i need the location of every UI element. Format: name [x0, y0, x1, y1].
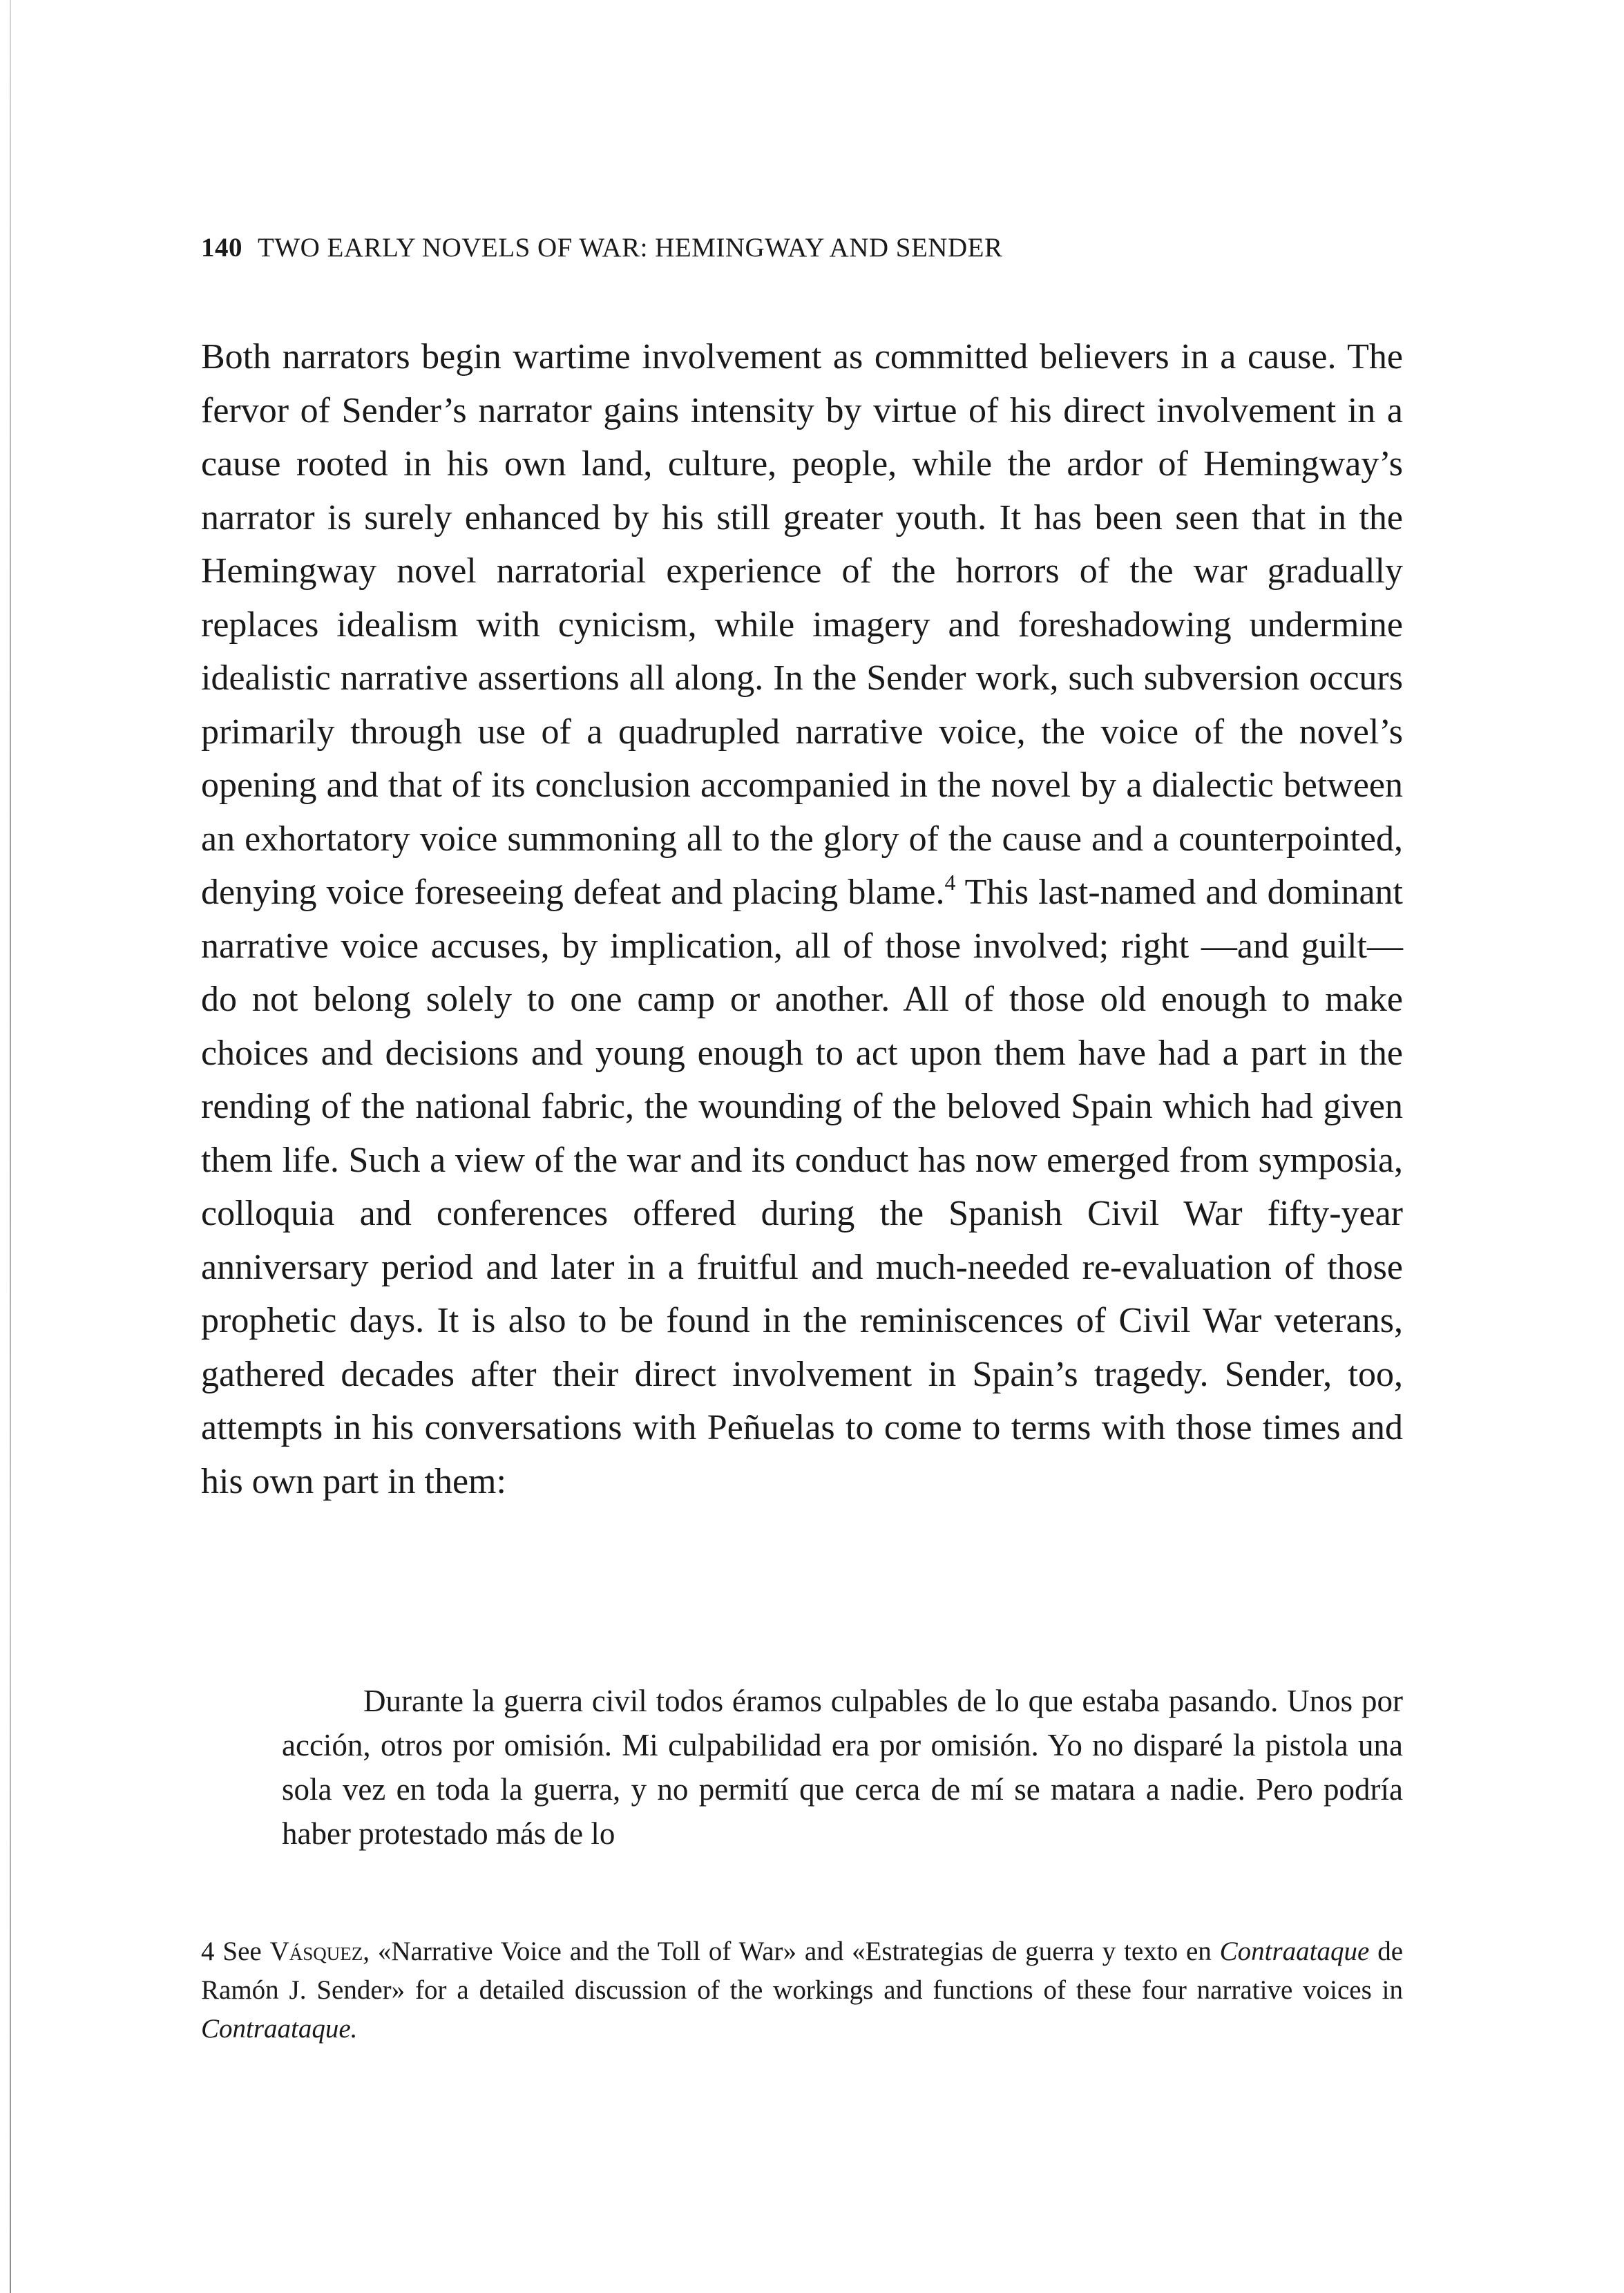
- running-header: [201, 232, 1002, 263]
- footnote-title-b: Contraataque.: [201, 2014, 358, 2044]
- scan-edge: [10, 0, 11, 2293]
- body-paragraph: [201, 330, 1403, 1508]
- body-text-part-1: Both narrators begin wartime involvement as committed believers in a cause. The fervor of Sender’s narrator gains intensity by virtue of his direct involvement in a cause rooted in his own land, culture, people, while the ardor of Hemingway’s narrator is surely enhanced by his still greater youth. It has been seen that in the Hemingway novel narratorial experience of the horrors of the war gradually replaces idealism with cynicism, while imagery and foreshadowing undermine idealistic narrative assertions all along. In the Sender work, such subversion occurs primarily through use of a quadrupled narrative voice, the voice of the novel’s opening and that of its conclusion accompanied in the novel by a dialectic between an exhortatory voice summoning all to the glory of the cause and a counterpointed, denying voice foreseeing defeat and placing blame.: [201, 337, 1403, 912]
- footnote-reference: 4: [944, 870, 956, 895]
- running-title: TWO EARLY NOVELS OF WAR: HEMINGWAY AND SENDER: [258, 233, 1003, 263]
- footnote-number: 4: [201, 1937, 215, 1966]
- footnote-text-b: de Ramón J. Sender» for a detailed discussion of the workings and functions of these four narrative voices in: [201, 1937, 1403, 2005]
- footnote: [201, 1932, 1403, 2048]
- footnote-title-a: Contraataque: [1219, 1937, 1370, 1966]
- body-text-part-2: This last-named and dominant narrative voice accuses, by implication, all of those involved; right —and guilt— do not belong solely to one camp or another. All of those old enough to make choices and decisions and young enough to act upon them have had a part in the rending of the national fabric, the wounding of the beloved Spain which had given them life. Such a view of the war and its conduct has now emerged from symposia, colloquia and conferences offered during the Spanish Civil War fifty-year anniversary period and later in a fruitful and much-needed re-evaluation of those prophetic days. It is also to be found in the reminiscences of Civil War veterans, gathered decades after their direct involvement in Spain’s tragedy. Sender, too, attempts in his conversations with Peñuelas to come to terms with those times and his own part in them:: [201, 873, 1403, 1501]
- page-number: 140: [201, 233, 242, 263]
- footnote-text-a: , «Narrative Voice and the Toll of War» and «Estrategias de guerra y texto en: [363, 1937, 1220, 1966]
- footnote-author: Vásquez: [269, 1937, 363, 1966]
- footnote-see: See: [222, 1937, 262, 1966]
- block-quote: Durante la guerra civil todos éramos culpables de lo que estaba pasando. Unos por acción, otros por omisión. Mi culpabilidad era por omisión. Yo no disparé la pistola una sola vez en toda la guerra, y no permití que cerca de mí se matara a nadie. Pero podría haber protestado más de lo: [282, 1684, 1403, 1851]
